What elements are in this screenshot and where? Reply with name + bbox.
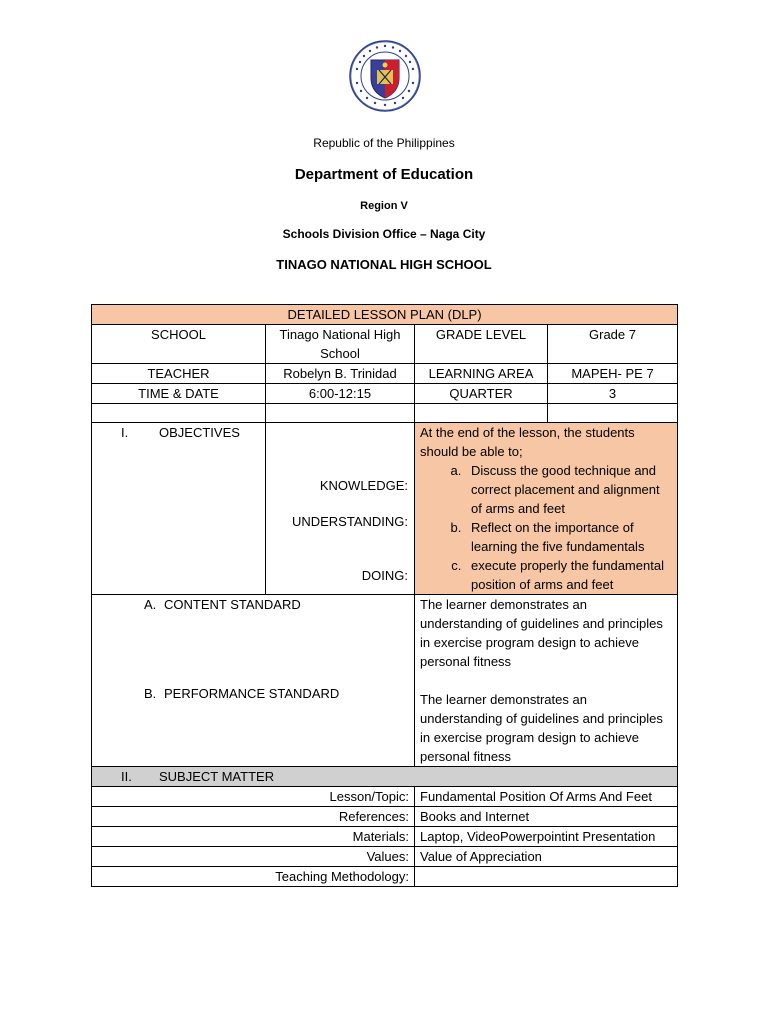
empty-cell bbox=[92, 404, 266, 423]
objectives-numeral: I. bbox=[121, 425, 129, 440]
objectives-content-cell bbox=[415, 423, 678, 595]
teaching-methodology-value bbox=[415, 867, 678, 887]
values-label: Values: bbox=[92, 847, 415, 867]
knowledge-label: KNOWLEDGE: bbox=[319, 478, 408, 493]
content-standard-text: The learner demonstrates an understanding of guidelines and principles in exercise program design to achieve personal fitness bbox=[420, 597, 663, 669]
learning-area-label: LEARNING AREA bbox=[415, 364, 548, 384]
subject-matter-heading-cell bbox=[92, 767, 678, 787]
school-label: SCHOOL bbox=[92, 325, 266, 364]
time-date-label: TIME & DATE bbox=[92, 384, 266, 404]
quarter-value: 3 bbox=[548, 384, 678, 404]
objective-item: b. Reflect on the importance of learning the five fundamentals bbox=[465, 518, 672, 556]
materials-value: Laptop, VideoPowerpointint Presentation bbox=[415, 827, 678, 847]
materials-label: Materials: bbox=[92, 827, 415, 847]
performance-standard-label: PERFORMANCE STANDARD bbox=[164, 686, 340, 701]
values-value: Value of Appreciation bbox=[415, 847, 678, 867]
empty-cell bbox=[415, 404, 548, 423]
objectives-heading: OBJECTIVES bbox=[159, 425, 240, 440]
lesson-plan-table bbox=[91, 304, 678, 887]
teacher-value: Robelyn B. Trinidad bbox=[266, 364, 415, 384]
subject-matter-heading: SUBJECT MATTER bbox=[159, 769, 275, 784]
republic-heading: Republic of the Philippines bbox=[313, 136, 455, 150]
understanding-label: UNDERSTANDING: bbox=[291, 514, 408, 529]
school-heading: TINAGO NATIONAL HIGH SCHOOL bbox=[276, 257, 492, 272]
time-date-value: 6:00-12:15 bbox=[266, 384, 415, 404]
subject-matter-numeral: II. bbox=[121, 769, 132, 784]
school-value: Tinago National High School bbox=[266, 325, 415, 364]
teacher-label: TEACHER bbox=[92, 364, 266, 384]
objectives-domains-cell bbox=[266, 423, 415, 595]
grade-level-label: GRADE LEVEL bbox=[415, 325, 548, 364]
lesson-topic-label: Lesson/Topic: bbox=[92, 787, 415, 807]
empty-cell bbox=[266, 404, 415, 423]
empty-cell bbox=[548, 404, 678, 423]
objective-item: a. Discuss the good technique and correct placement and alignment of arms and feet bbox=[465, 461, 672, 518]
division-heading: Schools Division Office – Naga City bbox=[282, 227, 486, 241]
lesson-topic-value: Fundamental Position Of Arms And Feet bbox=[415, 787, 678, 807]
standards-text-cell bbox=[415, 595, 678, 767]
objectives-list bbox=[420, 461, 672, 594]
grade-level-value: Grade 7 bbox=[548, 325, 678, 364]
deped-seal-logo bbox=[349, 40, 421, 112]
objective-item: c. execute properly the fundamental position of arms and feet bbox=[465, 556, 672, 594]
performance-standard-letter: B. bbox=[144, 686, 157, 701]
doing-label: DOING: bbox=[361, 568, 408, 583]
learning-area-value: MAPEH- PE 7 bbox=[548, 364, 678, 384]
performance-standard-text: The learner demonstrates an understanding of guidelines and principles in exercise program design to achieve personal fitness bbox=[420, 692, 663, 764]
standards-label-cell bbox=[92, 595, 415, 767]
table-title: DETAILED LESSON PLAN (DLP) bbox=[92, 305, 678, 325]
references-value: Books and Internet bbox=[415, 807, 678, 827]
department-heading: Department of Education bbox=[294, 166, 474, 183]
content-standard-label: CONTENT STANDARD bbox=[164, 597, 301, 612]
quarter-label: QUARTER bbox=[415, 384, 548, 404]
teaching-methodology-label: Teaching Methodology: bbox=[92, 867, 415, 887]
objectives-heading-cell bbox=[92, 423, 266, 595]
references-label: References: bbox=[92, 807, 415, 827]
content-standard-letter: A. bbox=[144, 597, 157, 612]
objectives-intro: At the end of the lesson, the students should be able to; bbox=[420, 425, 635, 459]
region-heading: Region V bbox=[360, 200, 408, 212]
